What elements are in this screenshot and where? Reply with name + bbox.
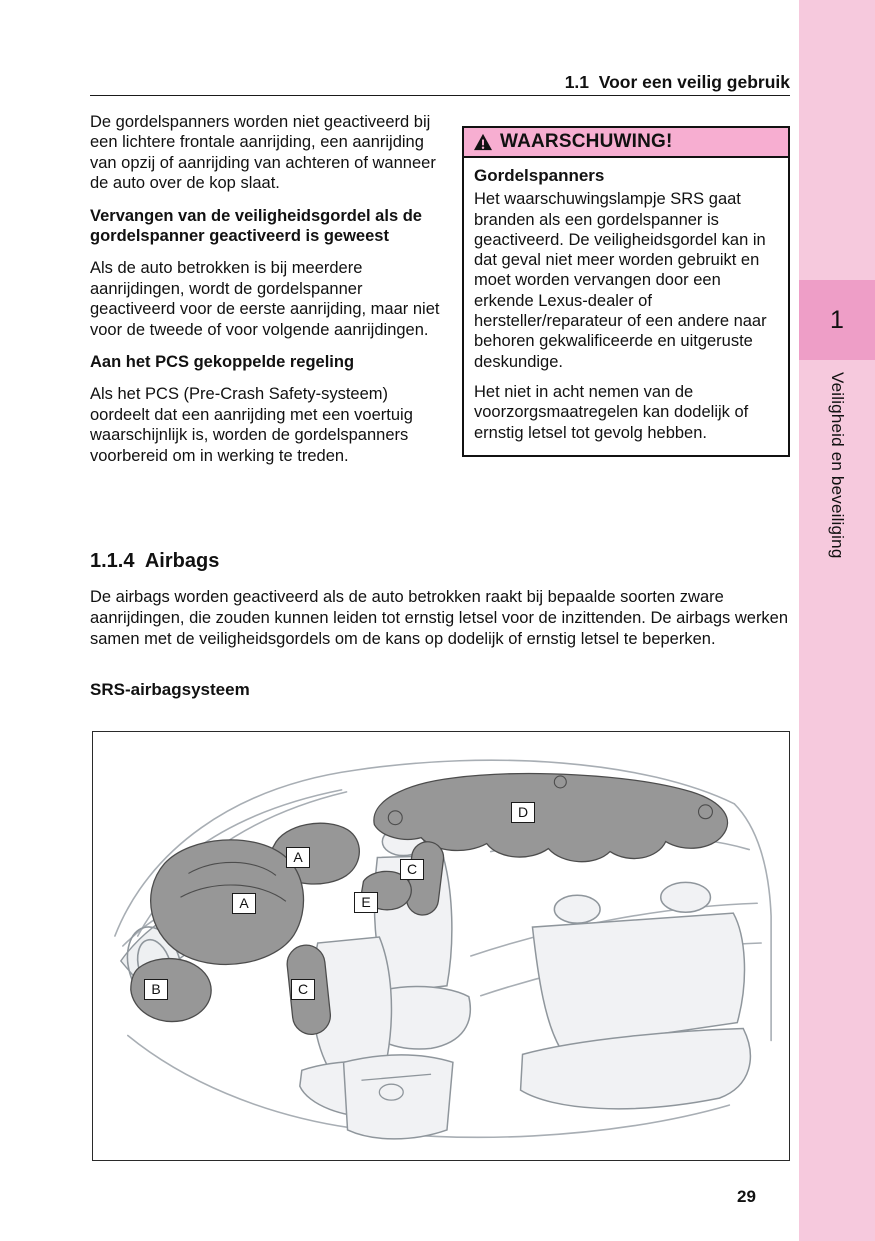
paragraph-pretensioners: De gordelspanners worden niet geactiveerd bij een lichtere frontale aanrijding, een aanrijding van opzij of aanrijding van achteren of wanneer de auto over de kop slaat. [90,113,436,193]
warning-body [464,158,788,455]
header-rule [90,95,790,96]
subheading-pcs: Aan het PCS gekoppelde regeling [90,353,355,372]
airbag-label-b: B [144,979,168,1000]
subheading-srs-system: SRS-airbagsysteem [90,680,250,699]
chapter-number: 1 [830,305,844,334]
car-interior-drawing [93,732,789,1160]
airbag-label-a-lower: A [232,893,256,914]
paragraph-airbags-intro: De airbags worden geactiveerd als de auto betrokken raakt bij bepaalde soorten zware aanrijdingen, die zouden kunnen leiden tot ernstig letsel voor de inzittenden. De airbags werken samen met de veiligheidsgordels om de kans op dodelijk of ernstig letsel te beperken. [90,588,789,648]
chapter-title-vertical: Veiligheid en beveiliging [828,372,847,559]
warning-header [464,128,788,158]
content-columns [90,112,790,478]
airbag-label-c-upper: C [400,859,424,880]
airbag-label-c-lower: C [291,979,315,1000]
warning-title: WAARSCHUWING! [500,131,673,152]
warning-subheading: Gordelspanners [474,166,605,185]
airbag-location-illustration [92,731,790,1161]
page-number: 29 [737,1187,756,1206]
paragraph-multiple-collisions: Als de auto betrokken is bij meerdere aanrijdingen, wordt de gordelspanner geactiveerd voor de eerste aanrijding, maar niet voor de tweede of voor volgende aanrijdingen. [90,259,440,339]
warning-paragraph-consequences: Het niet in acht nemen van de voorzorgsmaatregelen kan dodelijk of ernstig letsel tot gevolg hebben. [474,382,749,442]
left-column [90,112,446,478]
subheading-replace-belt: Vervangen van de veiligheidsgordel als de gordelspanner geactiveerd is geweest [90,206,422,246]
airbag-label-d: D [511,802,535,823]
warning-paragraph-srs-lamp: Het waarschuwingslampje SRS gaat branden als een gordelspanner is geactiveerd. De veiligheidsgordel kan in dat geval niet meer worden gebruikt en moet worden vervangen door een erkende Lexus-dealer of hersteller/reparateur of een andere naar behoren gekwalificeerde en uitgeruste deskundige. [474,190,767,371]
paragraph-pcs: Als het PCS (Pre-Crash Safety-systeem) oordeelt dat een aanrijding met een voertuig waarschijnlijk is, worden de gordelspanners voorbereid om in werking te treden. [90,385,413,465]
section-heading-airbags: 1.1.4 Airbags [90,550,220,572]
section-header: 1.1 Voor een veilig gebruik [564,72,790,92]
chapter-sidebar [799,0,875,1241]
warning-triangle-icon [473,133,493,151]
airbag-label-a-upper: A [286,847,310,868]
warning-box [462,126,790,457]
chapter-tab[interactable] [799,280,875,360]
airbag-label-e: E [354,892,378,913]
